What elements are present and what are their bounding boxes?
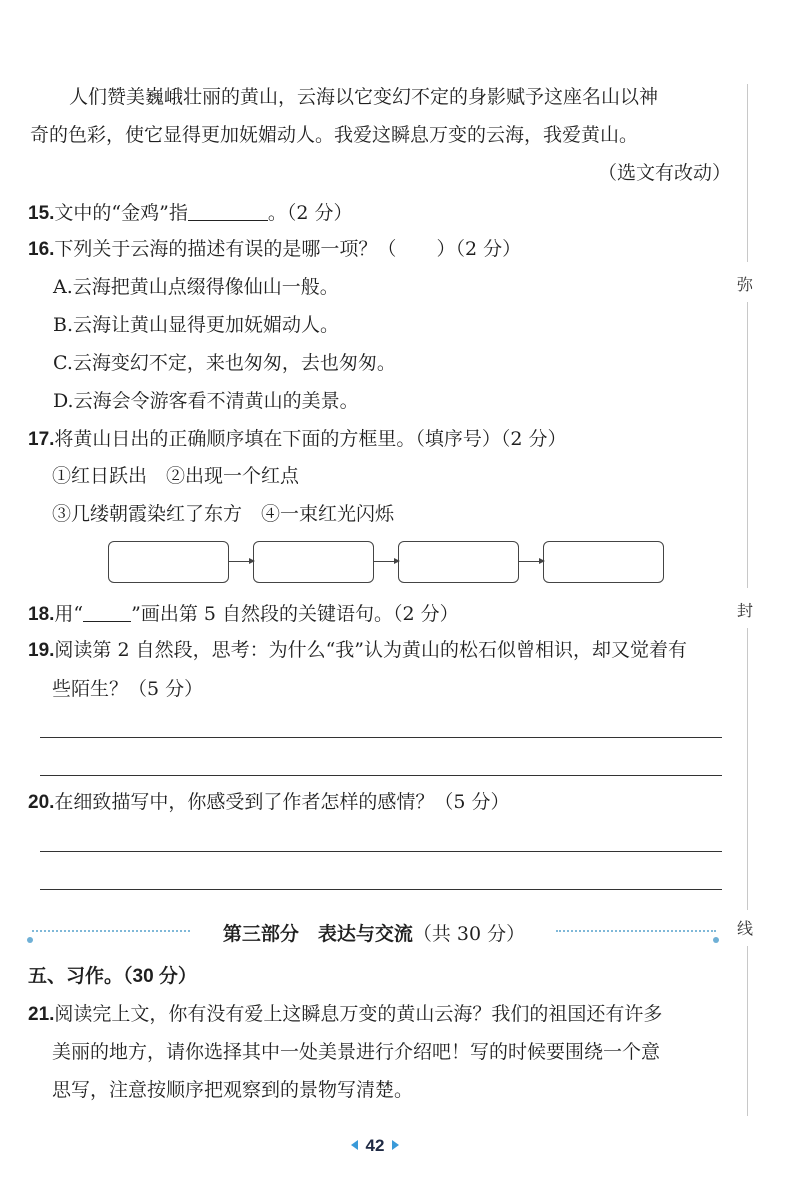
binding-char-mi: 弥 [737,275,754,294]
prev-triangle-icon [351,1140,358,1150]
answer-line[interactable] [40,737,722,738]
question-number: 20. [28,792,55,813]
question-21-line-3: 思写，注意按顺序把观察到的景物写清楚。 [52,1079,414,1101]
sunrise-items-2: ③几缕朝霞染红了东方 ④一束红光闪烁 [52,503,395,525]
order-box-4[interactable] [543,541,664,583]
binding-line [747,946,748,1116]
option-d: D.云海会令游客看不清黄山的美景。 [53,390,359,412]
answer-line[interactable] [40,889,722,890]
question-number: 16. [28,239,55,260]
binding-char-feng: 封 [737,601,754,620]
sunrise-items-1: ①红日跃出 ②出现一个红点 [52,465,300,487]
question-number: 15. [28,203,55,224]
binding-char-xian: 线 [737,919,754,938]
answer-blank[interactable] [188,202,268,221]
answer-line[interactable] [40,851,722,852]
order-box-3[interactable] [398,541,519,583]
question-16: 16.下列关于云海的描述有误的是哪一项？（ ）（2 分） [28,238,522,260]
question-15: 15.文中的“金鸡”指 。（2 分） [28,202,353,224]
arrow-right-icon [519,561,543,562]
question-21: 21.阅读完上文，你有没有爱上这瞬息万变的黄山云海？我们的祖国还有许多 [28,1003,663,1025]
binding-line [747,84,748,262]
question-number: 17. [28,429,55,450]
question-number: 19. [28,640,55,661]
passage-line-2: 奇的色彩，使它显得更加妩媚动人。我爱这瞬息万变的云海，我爱黄山。 [30,124,639,146]
binding-line [747,302,748,588]
option-a: A.云海把黄山点缀得像仙山一般。 [53,276,339,298]
question-number: 21. [28,1004,55,1025]
page-number: 42 [340,1136,410,1156]
passage-source: （选文有改动） [598,162,732,184]
option-b: B.云海让黄山显得更加妩媚动人。 [53,314,340,336]
question-17: 17.将黄山日出的正确顺序填在下面的方框里。（填序号）（2 分） [28,428,567,450]
section-title: 第三部分 表达与交流（共 30 分） [222,923,526,945]
part-5-heading: 五、习作。（30 分） [28,966,197,987]
arrow-right-icon [374,561,398,562]
next-triangle-icon [392,1140,399,1150]
question-20: 20.在细致描写中，你感受到了作者怎样的感情？（5 分） [28,791,510,813]
binding-line [747,628,748,910]
question-19: 19.阅读第 2 自然段，思考：为什么“我”认为黄山的松石似曾相识，却又觉着有 [28,639,688,661]
arrow-right-icon [229,561,253,562]
question-number: 18. [28,604,55,625]
option-c: C.云海变幻不定，来也匆匆，去也匆匆。 [53,352,396,374]
order-box-2[interactable] [253,541,374,583]
underline-sample [83,603,131,622]
question-21-line-2: 美丽的地方，请你选择其中一处美景进行介绍吧！写的时候要围绕一个意 [52,1041,661,1063]
question-18: 18.用“ ”画出第 5 自然段的关键语句。（2 分） [28,603,459,625]
passage-line-1: 人们赞美巍峨壮丽的黄山，云海以它变幻不定的身影赋予这座名山以神 [69,86,659,108]
answer-line[interactable] [40,775,722,776]
question-19-line-2: 些陌生？（5 分） [52,678,204,700]
order-box-1[interactable] [108,541,229,583]
